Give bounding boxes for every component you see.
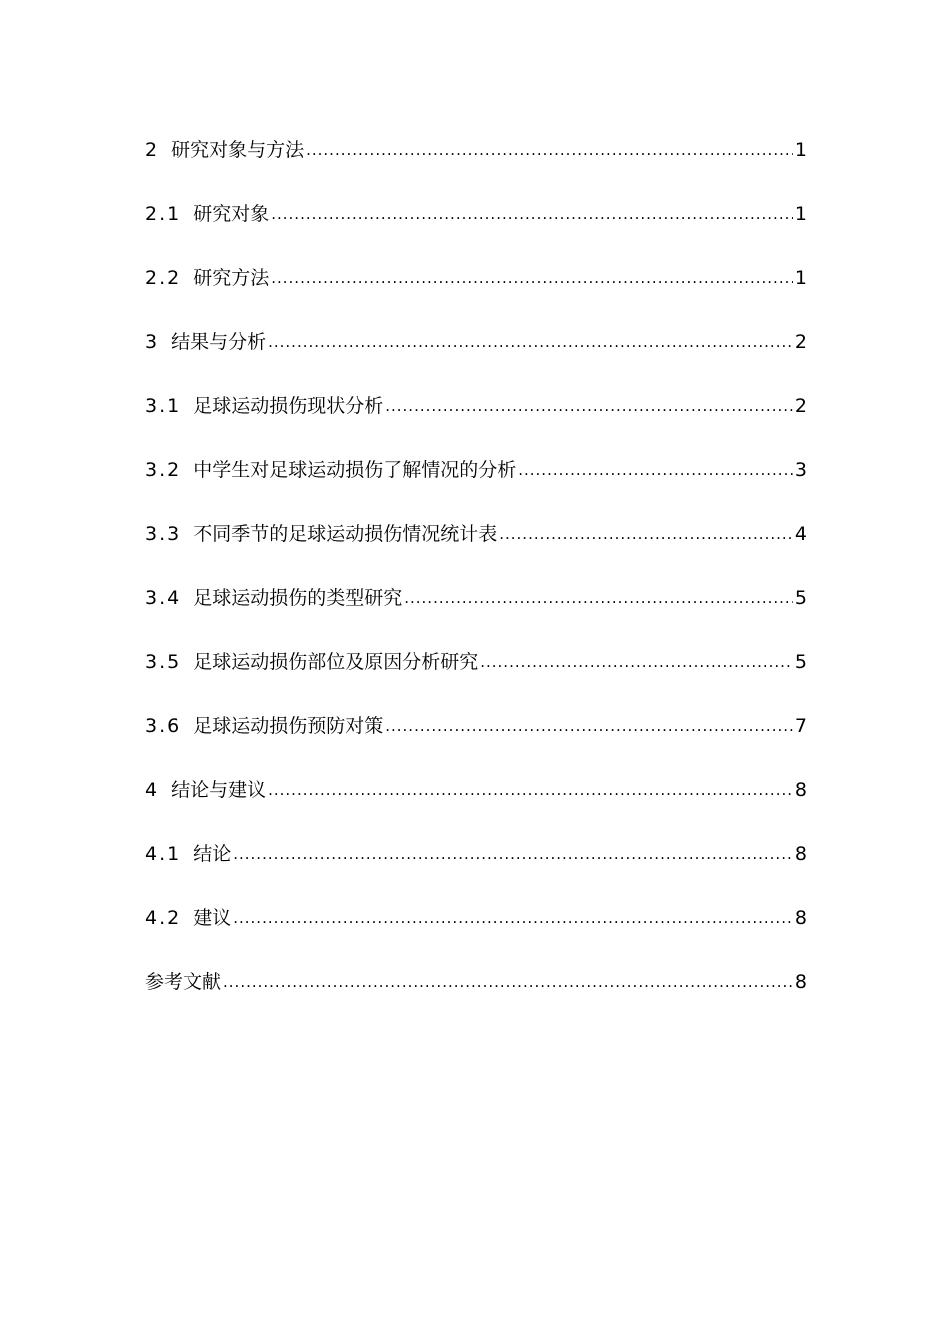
- table-of-contents: [145, 134, 807, 1030]
- toc-entry-title: 足球运动损伤现状分析: [193, 395, 384, 417]
- toc-entry-number: 4.2: [145, 907, 182, 929]
- toc-dot-leader: [499, 517, 793, 550]
- toc-dot-leader: [306, 133, 793, 166]
- toc-entry-page: 2: [794, 395, 807, 417]
- toc-entry-title: 足球运动损伤部位及原因分析研究: [193, 651, 479, 673]
- toc-entry[interactable]: [145, 646, 807, 710]
- toc-entry-number: 3.4: [145, 587, 182, 609]
- toc-dot-leader: [404, 581, 793, 614]
- toc-dot-leader: [271, 261, 793, 294]
- toc-entry-page: 1: [794, 267, 807, 289]
- toc-entry-page: 1: [794, 139, 807, 161]
- toc-entry-number: 3: [145, 331, 160, 353]
- toc-entry-number: 2.1: [145, 203, 182, 225]
- toc-entry-number: 2: [145, 139, 160, 161]
- toc-entry-number: 3.5: [145, 651, 182, 673]
- toc-entry-title: 结果与分析: [171, 331, 267, 353]
- toc-entry[interactable]: [145, 326, 807, 390]
- toc-entry-number: 3.1: [145, 395, 182, 417]
- toc-entry-title: 结论: [193, 843, 232, 865]
- toc-entry-page: 8: [794, 779, 807, 801]
- toc-dot-leader: [268, 325, 793, 358]
- toc-dot-leader: [233, 901, 793, 934]
- toc-entry[interactable]: [145, 518, 807, 582]
- toc-entry-number: 4.1: [145, 843, 182, 865]
- toc-dot-leader: [518, 453, 793, 486]
- toc-entry[interactable]: [145, 198, 807, 262]
- toc-entry[interactable]: [145, 582, 807, 646]
- toc-entry-page: 4: [794, 523, 807, 545]
- toc-entry-page: 5: [794, 651, 807, 673]
- toc-entry[interactable]: [145, 966, 807, 1030]
- toc-entry[interactable]: [145, 710, 807, 774]
- toc-entry[interactable]: [145, 454, 807, 518]
- toc-entry[interactable]: [145, 390, 807, 454]
- toc-entry-page: 1: [794, 203, 807, 225]
- toc-entry-page: 8: [794, 843, 807, 865]
- toc-dot-leader: [271, 197, 793, 230]
- toc-entry-number: 2.2: [145, 267, 182, 289]
- toc-entry-number: 3.6: [145, 715, 182, 737]
- toc-entry-page: 5: [794, 587, 807, 609]
- toc-entry-title: 研究对象与方法: [171, 139, 305, 161]
- toc-entry-title: 研究对象: [193, 203, 270, 225]
- toc-entry-page: 3: [794, 459, 807, 481]
- toc-entry-page: 7: [794, 715, 807, 737]
- toc-entry-page: 8: [794, 971, 807, 993]
- toc-dot-leader: [385, 389, 793, 422]
- toc-entry-title: 中学生对足球运动损伤了解情况的分析: [193, 459, 517, 481]
- toc-dot-leader: [480, 645, 793, 678]
- toc-entry[interactable]: [145, 134, 807, 198]
- toc-entry-title: 建议: [193, 907, 232, 929]
- toc-entry-page: 8: [794, 907, 807, 929]
- toc-dot-leader: [385, 709, 793, 742]
- toc-entry-page: 2: [794, 331, 807, 353]
- toc-entry[interactable]: [145, 774, 807, 838]
- toc-dot-leader: [268, 773, 793, 806]
- toc-entry[interactable]: [145, 902, 807, 966]
- toc-entry-title: 参考文献: [145, 971, 222, 993]
- toc-dot-leader: [223, 965, 793, 998]
- toc-entry-title: 足球运动损伤的类型研究: [193, 587, 403, 609]
- toc-entry-number: 3.2: [145, 459, 182, 481]
- toc-entry-title: 足球运动损伤预防对策: [193, 715, 384, 737]
- toc-entry-title: 不同季节的足球运动损伤情况统计表: [193, 523, 498, 545]
- toc-entry-number: 3.3: [145, 523, 182, 545]
- toc-entry[interactable]: [145, 838, 807, 902]
- toc-entry-number: 4: [145, 779, 160, 801]
- toc-dot-leader: [233, 837, 793, 870]
- toc-entry[interactable]: [145, 262, 807, 326]
- toc-entry-title: 结论与建议: [171, 779, 267, 801]
- toc-entry-title: 研究方法: [193, 267, 270, 289]
